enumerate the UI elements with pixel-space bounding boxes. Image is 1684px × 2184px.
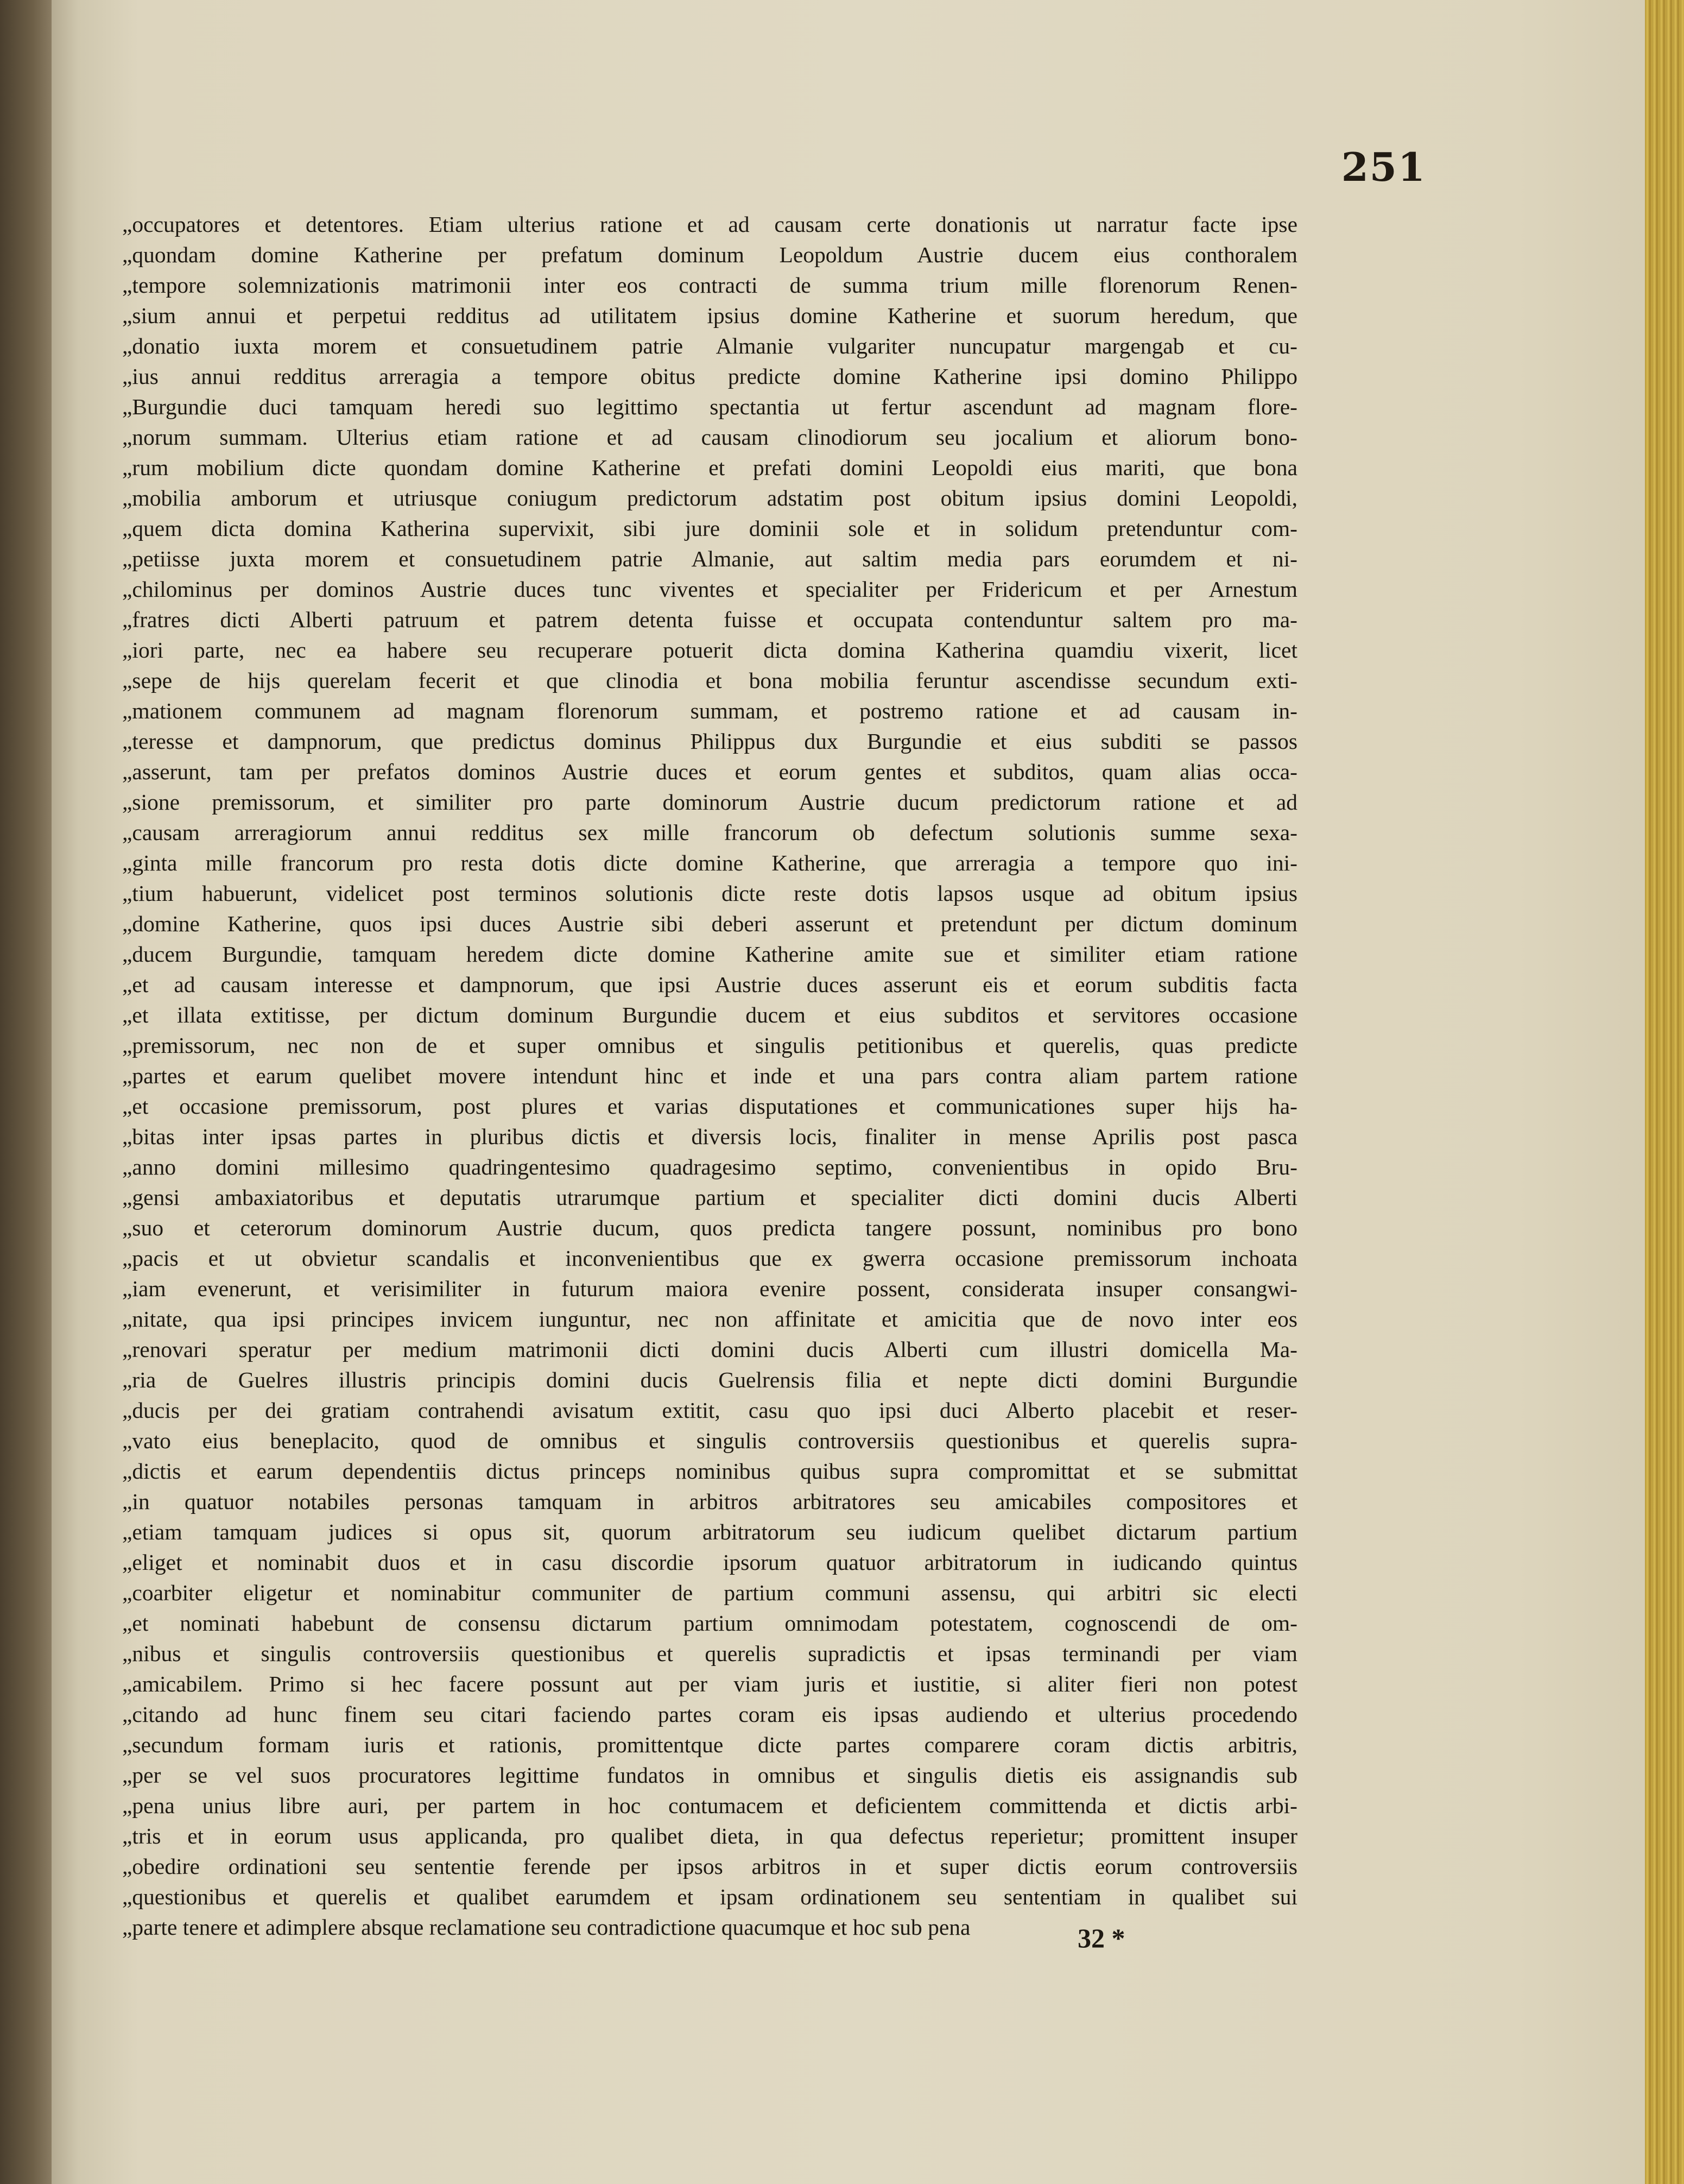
text-line: „tris et in eorum usus applicanda, pro qualibet dieta, in qua defectus reperietur; promittent insuper (122, 1823, 1297, 1848)
text-line: „ius annui redditus arreragia a tempore obitus predicte domine Katherine ipsi domino Philippo (122, 364, 1297, 389)
text-line: „secundum formam iuris et rationis, promittentque dicte partes comparere coram dictis arbitris, (122, 1732, 1297, 1757)
text-line: „rum mobilium dicte quondam domine Katherine et prefati domini Leopoldi eius mariti, que bona (122, 455, 1297, 480)
text-line: „renovari speratur per medium matrimonii dicti domini ducis Alberti cum illustri domicella Ma- (122, 1337, 1297, 1362)
text-line: „per se vel suos procuratores legittime fundatos in omnibus et singulis dietis eis assignandis sub (122, 1763, 1297, 1788)
text-line: „tempore solemnizationis matrimonii inter eos contracti de summa trium mille florenorum Renen- (122, 273, 1297, 298)
text-line: „domine Katherine, quos ipsi duces Austrie sibi deberi asserunt et pretendunt per dictum dominum (122, 911, 1297, 936)
text-line: „pena unius libre auri, per partem in hoc contumacem et deficientem committenda et dictis arbi- (122, 1793, 1297, 1818)
text-line: „sium annui et perpetui redditus ad utilitatem ipsius domine Katherine et suorum heredum, que (122, 303, 1297, 328)
text-line: „donatio iuxta morem et consuetudinem patrie Almanie vulgariter nuncupatur margengab et cu- (122, 333, 1297, 358)
text-line: „in quatuor notabiles personas tamquam in arbitros arbitratores seu amicabiles compositores et (122, 1489, 1297, 1514)
text-line: „et ad causam interesse et dampnorum, que ipsi Austrie duces asserunt eis et eorum subditis facta (122, 972, 1297, 997)
signature-mark: 32 * (1078, 1923, 1125, 1953)
text-line: „occupatores et detentores. Etiam ulterius ratione et ad causam certe donationis ut narratur facte ipse (122, 212, 1297, 237)
text-line: „fratres dicti Alberti patruum et patrem detenta fuisse et occupata contenduntur saltem pro ma- (122, 607, 1297, 632)
text-line: „ginta mille francorum pro resta dotis dicte domine Katherine, que arreragia a tempore quo ini- (122, 850, 1297, 875)
text-line: „petiisse juxta morem et consuetudinem patrie Almanie, aut saltim media pars eorumdem et ni- (122, 546, 1297, 571)
text-line: „mationem communem ad magnam florenorum summam, et postremo ratione et ad causam in- (122, 698, 1297, 723)
text-line: „suo et ceterorum dominorum Austrie ducum, quos predicta tangere possunt, nominibus pro bono (122, 1215, 1297, 1240)
text-line: „gensi ambaxiatoribus et deputatis utrarumque partium et specialiter dicti domini ducis Alberti (122, 1185, 1297, 1210)
body-text (122, 209, 1297, 1942)
text-line: „citando ad hunc finem seu citari faciendo partes coram eis ipsas audiendo et ulterius procedendo (122, 1702, 1297, 1727)
book-spine-shadow (0, 0, 52, 2184)
text-line: „mobilia amborum et utriusque coniugum predictorum adstatim post obitum ipsius domini Leopoldi, (122, 485, 1297, 510)
text-line: „quem dicta domina Katherina supervixit, sibi jure dominii sole et in solidum pretenduntur com- (122, 516, 1297, 541)
text-line: „coarbiter eligetur et nominabitur communiter de partium communi assensu, qui arbitri sic electi (122, 1580, 1297, 1605)
text-line: „pacis et ut obvietur scandalis et inconvenientibus que ex gwerra occasione premissorum inchoata (122, 1246, 1297, 1271)
text-line: „eliget et nominabit duos et in casu discordie ipsorum quatuor arbitratorum in iudicando quintus (122, 1550, 1297, 1575)
text-line: „etiam tamquam judices si opus sit, quorum arbitratorum seu iudicum quelibet dictarum partium (122, 1519, 1297, 1544)
text-line: „amicabilem. Primo si hec facere possunt aut per viam juris et iustitie, si aliter fieri non potest (122, 1671, 1297, 1696)
text-line: „dictis et earum dependentiis dictus princeps nominibus quibus supra compromittat et se submittat (122, 1459, 1297, 1484)
text-line: „parte tenere et adimplere absque reclamatione seu contradictione quacumque et hoc sub pena (122, 1915, 971, 1940)
text-line: „ria de Guelres illustris principis domini ducis Guelrensis filia et nepte dicti domini Burgundie (122, 1367, 1297, 1392)
text-line: „sione premissorum, et similiter pro parte dominorum Austrie ducum predictorum ratione et ad (122, 790, 1297, 815)
page-number: 251 (1341, 144, 1426, 190)
gilt-page-edge (1645, 0, 1684, 2184)
text-line: „teresse et dampnorum, que predictus dominus Philippus dux Burgundie et eius subditi se passos (122, 729, 1297, 754)
text-line: „et occasione premissorum, post plures et varias disputationes et communicationes super hijs ha- (122, 1094, 1297, 1119)
text-line: „obedire ordinationi seu sententie ferende per ipsos arbitros in et super dictis eorum controversiis (122, 1854, 1297, 1879)
text-line: „questionibus et querelis et qualibet earumdem et ipsam ordinationem seu sententiam in qualibet sui (122, 1884, 1297, 1909)
text-line: „partes et earum quelibet movere intendunt hinc et inde et una pars contra aliam partem ratione (122, 1063, 1297, 1088)
text-line: „Burgundie duci tamquam heredi suo legittimo spectantia ut fertur ascendunt ad magnam flore- (122, 394, 1297, 419)
text-line: „vato eius beneplacito, quod de omnibus et singulis controversiis questionibus et querelis supra- (122, 1428, 1297, 1453)
text-line: „chilominus per dominos Austrie duces tunc viventes et specialiter per Fridericum et per Arnestum (122, 577, 1297, 602)
text-line: „bitas inter ipsas partes in pluribus dictis et diversis locis, finaliter in mense Aprilis post pasca (122, 1124, 1297, 1149)
text-line: „asserunt, tam per prefatos dominos Austrie duces et eorum gentes et subditos, quam alias occa- (122, 759, 1297, 784)
text-line: „quondam domine Katherine per prefatum dominum Leopoldum Austrie ducem eius conthoralem (122, 242, 1297, 267)
text-line: „sepe de hijs querelam fecerit et que clinodia et bona mobilia feruntur ascendisse secundum exti- (122, 668, 1297, 693)
text-line: „causam arreragiorum annui redditus sex mille francorum ob defectum solutionis summe sexa- (122, 820, 1297, 845)
text-line: „norum summam. Ulterius etiam ratione et ad causam clinodiorum seu jocalium et aliorum bono- (122, 425, 1297, 450)
text-line: „ducis per dei gratiam contrahendi avisatum extitit, casu quo ipsi duci Alberto placebit et reser- (122, 1398, 1297, 1423)
text-line: „ducem Burgundie, tamquam heredem dicte domine Katherine amite sue et similiter etiam ratione (122, 942, 1297, 967)
text-line: „premissorum, nec non de et super omnibus et singulis petitionibus et querelis, quas predicte (122, 1033, 1297, 1058)
text-line: „nitate, qua ipsi principes invicem iunguntur, nec non affinitate et amicitia que de novo inter eos (122, 1306, 1297, 1331)
text-line: „anno domini millesimo quadringentesimo quadragesimo septimo, convenientibus in opido Bru- (122, 1154, 1297, 1179)
text-line: „iori parte, nec ea habere seu recuperare potuerit dicta domina Katherina quamdiu vixerit, licet (122, 637, 1297, 662)
text-line: „nibus et singulis controversiis questionibus et querelis supradictis et ipsas terminandi per viam (122, 1641, 1297, 1666)
text-line: „et illata extitisse, per dictum dominum Burgundie ducem et eius subditos et servitores occasione (122, 1002, 1297, 1027)
text-line: „et nominati habebunt de consensu dictarum partium omnimodam potestatem, cognoscendi de om- (122, 1611, 1297, 1636)
text-line: „iam evenerunt, et verisimiliter in futurum maiora evenire possent, considerata insuper consangwi- (122, 1276, 1297, 1301)
text-line: „tium habuerunt, videlicet post terminos solutionis dicte reste dotis lapsos usque ad obitum ipsius (122, 881, 1297, 906)
